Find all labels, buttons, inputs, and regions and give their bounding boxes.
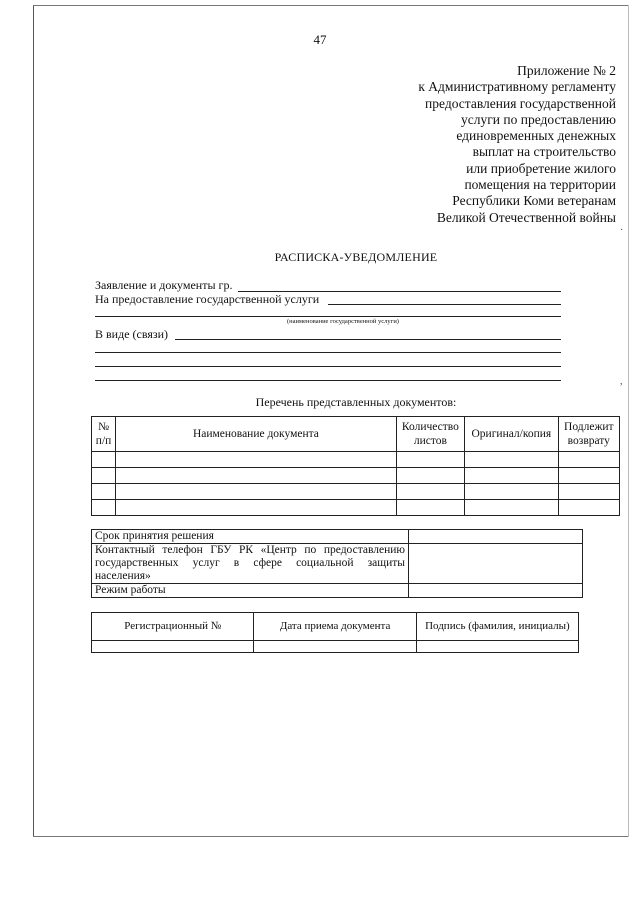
page-number: 47	[313, 32, 327, 47]
appendix-line: выплат на строительство	[472, 144, 616, 160]
col-sheet-count: Количество листов	[396, 417, 464, 452]
service-underline[interactable]	[328, 304, 561, 305]
table-row	[92, 468, 620, 484]
table-row	[92, 641, 579, 653]
form-underline[interactable]	[175, 339, 561, 340]
appendix-line: помещения на территории	[464, 177, 616, 193]
table-row	[92, 500, 620, 516]
table-row	[92, 452, 620, 468]
work-hours-label: Режим работы	[92, 584, 409, 598]
applicant-label: Заявление и документы гр.	[95, 278, 233, 292]
appendix-block	[418, 63, 616, 226]
documents-table	[91, 416, 620, 516]
page-frame-left	[33, 5, 34, 837]
registration-table	[91, 612, 579, 653]
col-return: Подлежит возврату	[558, 417, 619, 452]
page-frame-bottom	[33, 836, 629, 837]
documents-list-title: Перечень представленных документов:	[255, 395, 457, 409]
contact-phone-label: Контактный телефон ГБУ РК «Центр по предоставлению государственных услуг в сфере социальной защиты населения»	[92, 544, 409, 584]
contact-phone-value[interactable]	[409, 544, 583, 584]
col-number: № п/п	[92, 417, 116, 452]
appendix-line: предоставления государственной	[425, 95, 616, 111]
appendix-line: услуги по предоставлению	[461, 111, 616, 127]
info-table	[91, 529, 583, 598]
info-row-contact-phone	[92, 544, 583, 584]
appendix-line: Республики Коми ветеранам	[452, 193, 616, 209]
decision-term-label: Срок принятия решения	[92, 530, 409, 544]
form-underline-4[interactable]	[95, 380, 561, 381]
scan-speck: ,	[620, 376, 623, 387]
page-frame-top	[33, 5, 629, 6]
service-hint: (наименование государственной услуги)	[287, 318, 399, 325]
form-label: В виде (связи)	[95, 327, 169, 341]
info-row-decision-term	[92, 530, 583, 544]
work-hours-value[interactable]	[409, 584, 583, 598]
scan-speck: ·	[620, 225, 624, 236]
form-underline-3[interactable]	[95, 366, 561, 367]
col-original-copy: Оригинал/копия	[465, 417, 559, 452]
appendix-line: Великой Отечественной войны	[436, 209, 616, 225]
table-row	[92, 484, 620, 500]
page-frame-right	[628, 5, 629, 837]
service-label: На предоставление государственной услуги	[95, 292, 320, 306]
info-row-work-hours	[92, 584, 583, 598]
appendix-line: Приложение № 2	[517, 63, 616, 78]
form-underline-2[interactable]	[95, 352, 561, 353]
col-receipt-date: Дата приема документа	[254, 613, 416, 641]
service-underline-2[interactable]	[95, 316, 561, 317]
appendix-line: или приобретение жилого	[466, 160, 616, 176]
registration-table-header	[92, 613, 579, 641]
appendix-line: единовременных денежных	[456, 128, 616, 144]
col-registration-number: Регистрационный №	[92, 613, 254, 641]
document-title: РАСПИСКА-УВЕДОМЛЕНИЕ	[274, 250, 438, 264]
col-signature: Подпись (фамилия, инициалы)	[416, 613, 578, 641]
documents-table-header	[92, 417, 620, 452]
col-document-name: Наименование документа	[116, 417, 397, 452]
decision-term-value[interactable]	[409, 530, 583, 544]
appendix-line: к Административному регламенту	[418, 79, 616, 95]
